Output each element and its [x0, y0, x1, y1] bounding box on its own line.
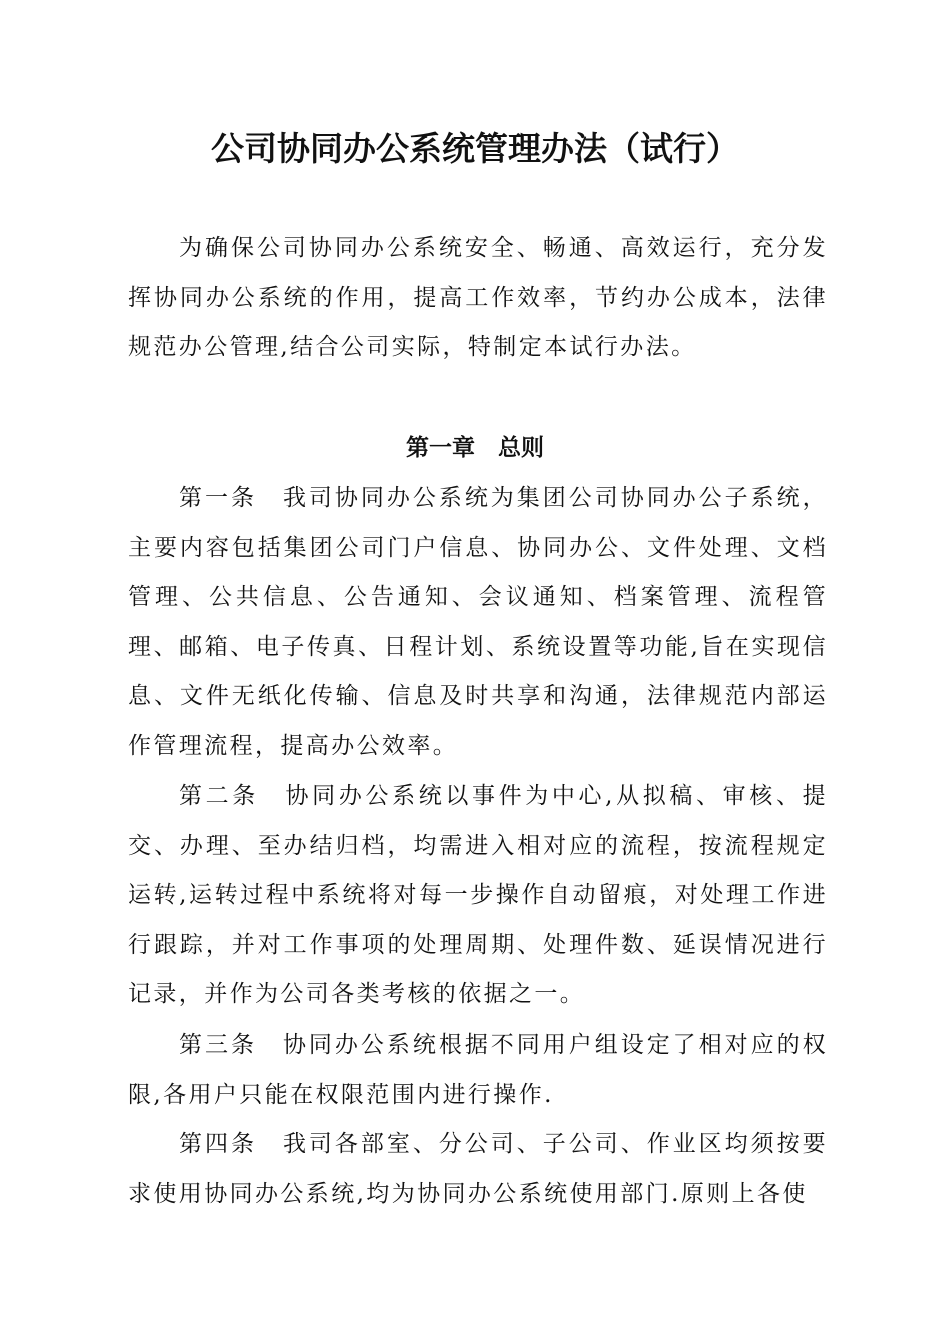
- article-3-text: 协同办公系统根据不同用户组设定了相对应的权限,各用户只能在权限范围内进行操作.: [128, 1032, 828, 1108]
- article-3-label: 第三条: [179, 1032, 283, 1058]
- article-4-label: 第四条: [179, 1131, 283, 1157]
- article-2-text: 协同办公系统以事件为中心,从拟稿、审核、提交、办理、至办结归档，均需进入相对应的流程，按流程规定运转,运转过程中系统将对每一步操作自动留痕，对处理工作进行跟踪，并对工作事项的处理周期、处理件数、延误情况进行记录，并作为公司各类考核的依据之一。: [128, 783, 828, 1008]
- article-1: [128, 474, 828, 772]
- article-1-label: 第一条: [179, 485, 283, 511]
- article-2: [128, 772, 828, 1020]
- chapter-heading: 第一章 总则: [406, 435, 544, 461]
- document-title: 公司协同办公系统管理办法（试行）: [211, 129, 739, 168]
- article-4-text: 我司各部室、分公司、子公司、作业区均须按要求使用协同办公系统,均为协同办公系统使用部门.原则上各使: [128, 1131, 828, 1207]
- preamble-paragraph: 为确保公司协同办公系统安全、畅通、高效运行，充分发挥协同办公系统的作用，提高工作效率，节约办公成本，法律规范办公管理,结合公司实际，特制定本试行办法。: [128, 235, 828, 361]
- article-2-label: 第二条: [179, 783, 286, 809]
- article-3: [128, 1021, 828, 1120]
- article-1-text: 我司协同办公系统为集团公司协同办公子系统，主要内容包括集团公司门户信息、协同办公、文件处理、文档管理、公共信息、公告通知、会议通知、档案管理、流程管理、邮箱、电子传真、日程计划、系统设置等功能,旨在实现信息、文件无纸化传输、信息及时共享和沟通，法律规范内部运作管理流程，提高办公效率。: [128, 485, 828, 759]
- article-4: [128, 1120, 828, 1219]
